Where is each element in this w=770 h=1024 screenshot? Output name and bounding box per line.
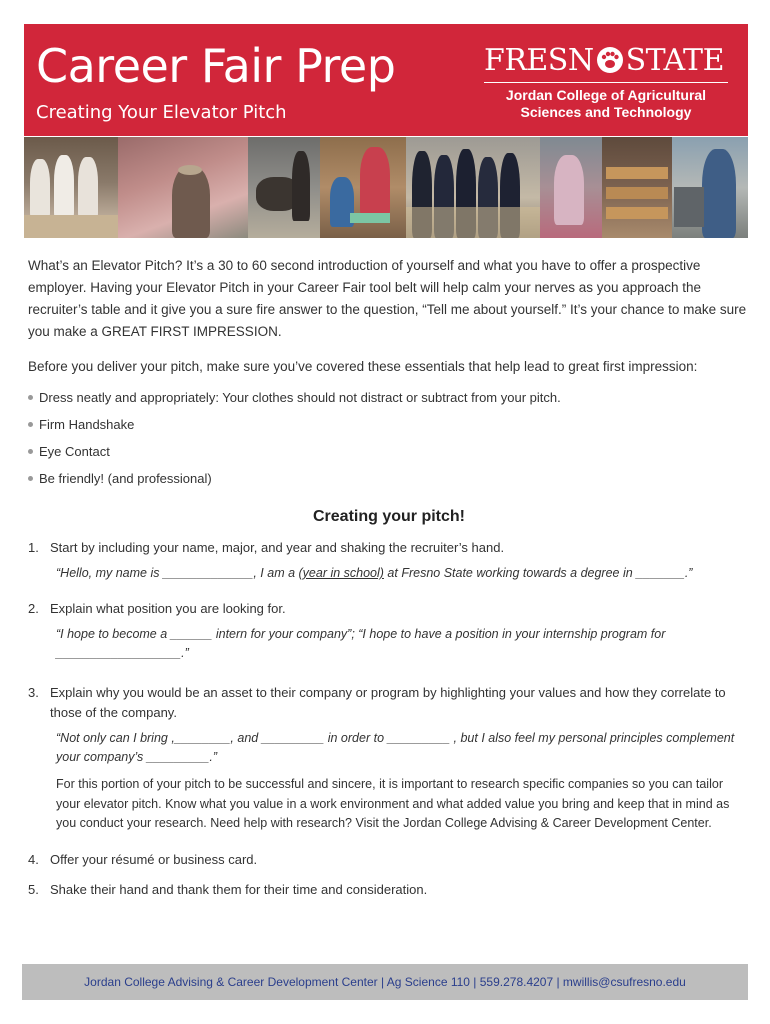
- logo-divider: [484, 82, 728, 83]
- step-text: Start by including your name, major, and year and shaking the recruiter’s hand.: [50, 540, 505, 555]
- step-number: 1.: [28, 540, 39, 555]
- footer-contact-text: Jordan College Advising & Career Development Center | Ag Science 110 | 559.278.4207 | mwillis@csufresno.edu: [84, 975, 686, 989]
- step-2: [28, 599, 750, 681]
- document-body: [28, 255, 750, 902]
- intro-paragraph-1: What’s an Elevator Pitch? It’s a 30 to 60 second introduction of yourself and what you have to offer a prospective employer. Having your Elevator Pitch in your Career Fair tool belt will help calm your nerves as you approach the recruiter’s table and it give you a sure fire answer to the question, “Tell me about yourself.” It’s your chance to make sure you make a GREAT FIRST IMPRESSION.: [28, 258, 747, 339]
- list-item: Firm Handshake: [28, 411, 750, 438]
- step-number: 5.: [28, 881, 39, 897]
- step-5: [28, 880, 750, 900]
- photo-student-group: [406, 137, 540, 238]
- bullet-icon: [28, 422, 33, 427]
- fresno-state-logo: [484, 40, 728, 121]
- photo-blossoms: [118, 137, 248, 238]
- header-banner: [24, 24, 748, 136]
- college-line-1: Jordan College of Agricultural: [505, 87, 707, 103]
- contact-footer: [22, 964, 748, 1000]
- college-name: [484, 87, 728, 121]
- logo-text-left: FRESN: [484, 42, 594, 78]
- list-item: Be friendly! (and professional): [28, 465, 750, 492]
- college-line-2: Sciences and Technology: [520, 104, 692, 120]
- step-example: “I hope to become a ______ intern for your company”; “I hope to have a position in your internship program for __________________.”: [56, 627, 666, 660]
- photo-strip: [24, 137, 748, 238]
- step-text: Explain why you would be an asset to their company or program by highlighting your values and how they correlate to those of the company.: [50, 685, 726, 720]
- step-example: “Not only can I bring ,________, and _________ in order to _________ , but I also feel my personal principles complement your company’s _________.”: [56, 731, 735, 764]
- bullet-icon: [28, 449, 33, 454]
- step-example: “Hello, my name is _____________, I am a (year in school) at Fresno State working towards a degree in _______.”: [56, 566, 693, 580]
- photo-bakery: [602, 137, 672, 238]
- step-number: 3.: [28, 685, 39, 700]
- step-4: [28, 850, 750, 870]
- logo-wordmark: [484, 40, 728, 80]
- pitch-steps: [28, 538, 750, 900]
- photo-classroom: [320, 137, 406, 238]
- photo-livestock: [248, 137, 320, 238]
- paw-icon: [595, 45, 625, 75]
- list-item: Dress neatly and appropriately: Your clothes should not distract or subtract from your pitch.: [28, 384, 750, 411]
- photo-market: [540, 137, 602, 238]
- photo-lab: [672, 137, 748, 238]
- logo-text-right: STATE: [625, 42, 724, 78]
- step-1: [28, 538, 750, 597]
- step-3: [28, 683, 750, 848]
- step-text: Shake their hand and thank them for their time and consideration.: [50, 881, 428, 897]
- page-subtitle: Creating Your Elevator Pitch: [36, 102, 287, 123]
- bullet-icon: [28, 395, 33, 400]
- essentials-list: [28, 384, 750, 492]
- bullet-icon: [28, 476, 33, 481]
- step-number: 4.: [28, 851, 39, 867]
- step-note: For this portion of your pitch to be successful and sincere, it is important to research specific companies so you can tailor your elevator pitch. Know what you value in a work environment and what added value you bring and keep that in mind as you conduct your research. Need help with research? Visit the Jordan College Advising & Career Development Center.: [56, 777, 730, 830]
- step-number: 2.: [28, 601, 39, 616]
- photo-food-team: [24, 137, 118, 238]
- section-title: Creating your pitch!: [312, 508, 465, 525]
- step-text: Offer your résumé or business card.: [50, 851, 258, 867]
- page-title: Career Fair Prep: [36, 39, 396, 93]
- list-item: Eye Contact: [28, 438, 750, 465]
- intro-paragraph-2: Before you deliver your pitch, make sure you’ve covered these essentials that help lead to great first impression:: [28, 359, 698, 374]
- step-text: Explain what position you are looking for.: [50, 601, 286, 616]
